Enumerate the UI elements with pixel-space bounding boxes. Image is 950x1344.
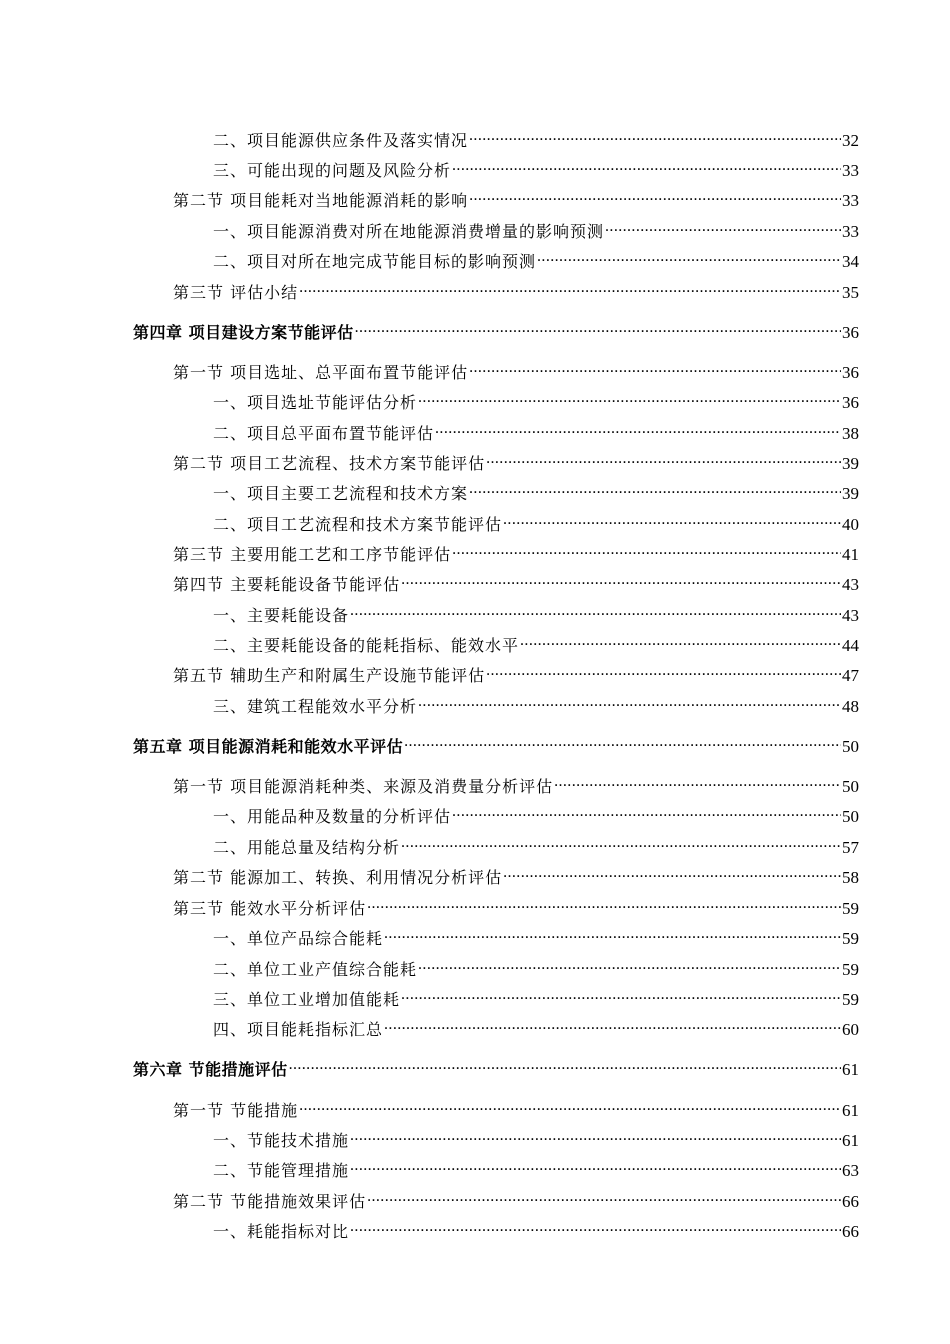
toc-entry-title: 三、建筑工程能效水平分析	[213, 697, 418, 716]
toc-page-number: 66	[842, 1222, 859, 1241]
toc-entry-title: 一、单位产品综合能耗	[213, 929, 384, 948]
toc-entry-title: 二、用能总量及结构分析	[213, 838, 401, 857]
toc-page-number: 61	[842, 1131, 859, 1150]
toc-page-number: 47	[842, 666, 859, 685]
toc-chapter-entry[interactable]	[133, 732, 859, 757]
toc-page-number: 36	[842, 323, 859, 342]
toc-page-number: 35	[842, 283, 859, 302]
dot-leader	[355, 318, 841, 338]
toc-entry[interactable]	[173, 449, 859, 474]
toc-page-number: 59	[842, 929, 859, 948]
toc-page-number: 33	[842, 222, 859, 241]
toc-entry-title: 第二节 节能措施效果评估	[173, 1192, 367, 1211]
dot-leader	[299, 1096, 841, 1116]
toc-page-number: 58	[842, 868, 859, 887]
dot-leader	[452, 540, 841, 560]
toc-page-number: 59	[842, 990, 859, 1009]
toc-page-number: 57	[842, 838, 859, 857]
toc-entry[interactable]	[173, 1096, 859, 1121]
toc-page-number: 66	[842, 1192, 859, 1211]
toc-entry-title: 三、单位工业增加值能耗	[213, 990, 401, 1009]
toc-entry[interactable]	[213, 802, 859, 827]
toc-page-number: 63	[842, 1161, 859, 1180]
toc-entry-title: 二、节能管理措施	[213, 1161, 350, 1180]
toc-entry-title: 二、单位工业产值综合能耗	[213, 960, 418, 979]
toc-entry[interactable]	[213, 833, 859, 858]
toc-entry-title: 一、项目主要工艺流程和技术方案	[213, 484, 469, 503]
toc-entry-title: 一、耗能指标对比	[213, 1222, 350, 1241]
toc-page-number: 32	[842, 131, 859, 150]
toc-page-number: 44	[842, 636, 859, 655]
toc-page-number: 59	[842, 899, 859, 918]
toc-entry-title: 一、项目能源消费对所在地能源消费增量的影响预测	[213, 222, 605, 241]
dot-leader	[503, 510, 841, 530]
dot-leader	[367, 894, 841, 914]
dot-leader	[554, 772, 841, 792]
toc-entry[interactable]	[213, 156, 859, 181]
toc-entry-title: 四、项目能耗指标汇总	[213, 1020, 384, 1039]
toc-entry[interactable]	[173, 1187, 859, 1212]
dot-leader	[350, 601, 841, 621]
toc-page-number: 61	[842, 1101, 859, 1120]
toc-page-number: 39	[842, 454, 859, 473]
toc-entry-title: 二、项目能源供应条件及落实情况	[213, 131, 469, 150]
toc-entry[interactable]	[213, 1015, 859, 1040]
toc-entry[interactable]	[173, 863, 859, 888]
toc-entry[interactable]	[173, 661, 859, 686]
dot-leader	[289, 1055, 841, 1075]
dot-leader	[605, 217, 841, 237]
toc-entry-title: 第二节 项目能耗对当地能源消耗的影响	[173, 191, 469, 210]
dot-leader	[350, 1126, 841, 1146]
toc-entry[interactable]	[213, 601, 859, 626]
toc-entry-title: 二、项目总平面布置节能评估	[213, 424, 435, 443]
dot-leader	[452, 802, 841, 822]
dot-leader	[367, 1187, 841, 1207]
toc-chapter-entry[interactable]	[133, 1055, 859, 1080]
toc-page-number: 60	[842, 1020, 859, 1039]
toc-entry-title: 一、主要耗能设备	[213, 606, 350, 625]
toc-page-number: 43	[842, 575, 859, 594]
toc-page-number: 33	[842, 161, 859, 180]
toc-page-number: 38	[842, 424, 859, 443]
toc-page-number: 48	[842, 697, 859, 716]
toc-page-number: 59	[842, 960, 859, 979]
toc-entry-title: 一、项目选址节能评估分析	[213, 393, 418, 412]
toc-page-number: 50	[842, 737, 859, 756]
toc-entry[interactable]	[213, 924, 859, 949]
dot-leader	[520, 631, 841, 651]
toc-page-number: 50	[842, 777, 859, 796]
toc-entry[interactable]	[213, 419, 859, 444]
dot-leader	[469, 126, 841, 146]
toc-entry[interactable]	[173, 358, 859, 383]
toc-entry-title: 第六章 节能措施评估	[133, 1060, 288, 1079]
toc-page-number: 61	[842, 1060, 859, 1079]
toc-page-number: 36	[842, 393, 859, 412]
toc-entry-title: 第二节 能源加工、转换、利用情况分析评估	[173, 868, 503, 887]
toc-entry-title: 第五章 项目能源消耗和能效水平评估	[133, 737, 404, 756]
toc-page-number: 34	[842, 252, 859, 271]
dot-leader	[350, 1156, 841, 1176]
toc-entry[interactable]	[173, 186, 859, 211]
toc-entry[interactable]	[213, 985, 859, 1010]
dot-leader	[469, 479, 841, 499]
toc-entry[interactable]	[173, 772, 859, 797]
dot-leader	[469, 358, 841, 378]
dot-leader	[350, 1217, 841, 1237]
toc-entry-title: 第五节 辅助生产和附属生产设施节能评估	[173, 666, 486, 685]
dot-leader	[435, 419, 841, 439]
toc-entry-title: 二、项目工艺流程和技术方案节能评估	[213, 515, 503, 534]
dot-leader	[486, 661, 841, 681]
dot-leader	[418, 388, 841, 408]
dot-leader	[486, 449, 841, 469]
toc-entry[interactable]	[213, 955, 859, 980]
dot-leader	[418, 692, 841, 712]
toc-page-number: 43	[842, 606, 859, 625]
toc-entry[interactable]	[213, 1217, 859, 1242]
toc-page-number: 50	[842, 807, 859, 826]
toc-entry-title: 二、项目对所在地完成节能目标的影响预测	[213, 252, 537, 271]
toc-entry-title: 第四节 主要耗能设备节能评估	[173, 575, 401, 594]
toc-entry[interactable]	[213, 126, 859, 151]
dot-leader	[452, 156, 841, 176]
dot-leader	[537, 247, 841, 267]
dot-leader	[401, 985, 841, 1005]
toc-entry-title: 一、用能品种及数量的分析评估	[213, 807, 452, 826]
toc-entry[interactable]	[213, 217, 859, 242]
toc-page-number: 36	[842, 363, 859, 382]
toc-entry[interactable]	[213, 1126, 859, 1151]
toc-entry[interactable]	[173, 278, 859, 303]
toc-entry[interactable]	[213, 479, 859, 504]
toc-entry-title: 第一节 项目能源消耗种类、来源及消费量分析评估	[173, 777, 554, 796]
toc-entry-title: 第一节 项目选址、总平面布置节能评估	[173, 363, 469, 382]
dot-leader	[384, 924, 841, 944]
toc-entry[interactable]	[213, 510, 859, 535]
toc-entry-title: 三、可能出现的问题及风险分析	[213, 161, 452, 180]
toc-entry[interactable]	[213, 631, 859, 656]
toc-entry-title: 一、节能技术措施	[213, 1131, 350, 1150]
toc-entry[interactable]	[213, 388, 859, 413]
dot-leader	[401, 570, 841, 590]
toc-entry-title: 二、主要耗能设备的能耗指标、能效水平	[213, 636, 520, 655]
toc-entry[interactable]	[213, 1156, 859, 1181]
toc-entry[interactable]	[173, 894, 859, 919]
dot-leader	[404, 732, 841, 752]
dot-leader	[418, 955, 841, 975]
toc-entry-title: 第三节 评估小结	[173, 283, 299, 302]
dot-leader	[401, 833, 841, 853]
dot-leader	[384, 1015, 841, 1035]
toc-entry-title: 第三节 主要用能工艺和工序节能评估	[173, 545, 452, 564]
toc-page-number: 41	[842, 545, 859, 564]
toc-entry-title: 第一节 节能措施	[173, 1101, 299, 1120]
toc-page-number: 33	[842, 191, 859, 210]
toc-entry[interactable]	[213, 692, 859, 717]
toc-entry-title: 第四章 项目建设方案节能评估	[133, 323, 354, 342]
toc-entry-title: 第三节 能效水平分析评估	[173, 899, 367, 918]
toc-entry[interactable]	[173, 540, 859, 565]
toc-page-number: 39	[842, 484, 859, 503]
toc-entry-title: 第二节 项目工艺流程、技术方案节能评估	[173, 454, 486, 473]
toc-entry[interactable]	[213, 247, 859, 272]
toc-page-number: 40	[842, 515, 859, 534]
dot-leader	[469, 186, 841, 206]
dot-leader	[503, 863, 841, 883]
dot-leader	[299, 278, 841, 298]
toc-chapter-entry[interactable]	[133, 318, 859, 343]
toc-entry[interactable]	[173, 570, 859, 595]
